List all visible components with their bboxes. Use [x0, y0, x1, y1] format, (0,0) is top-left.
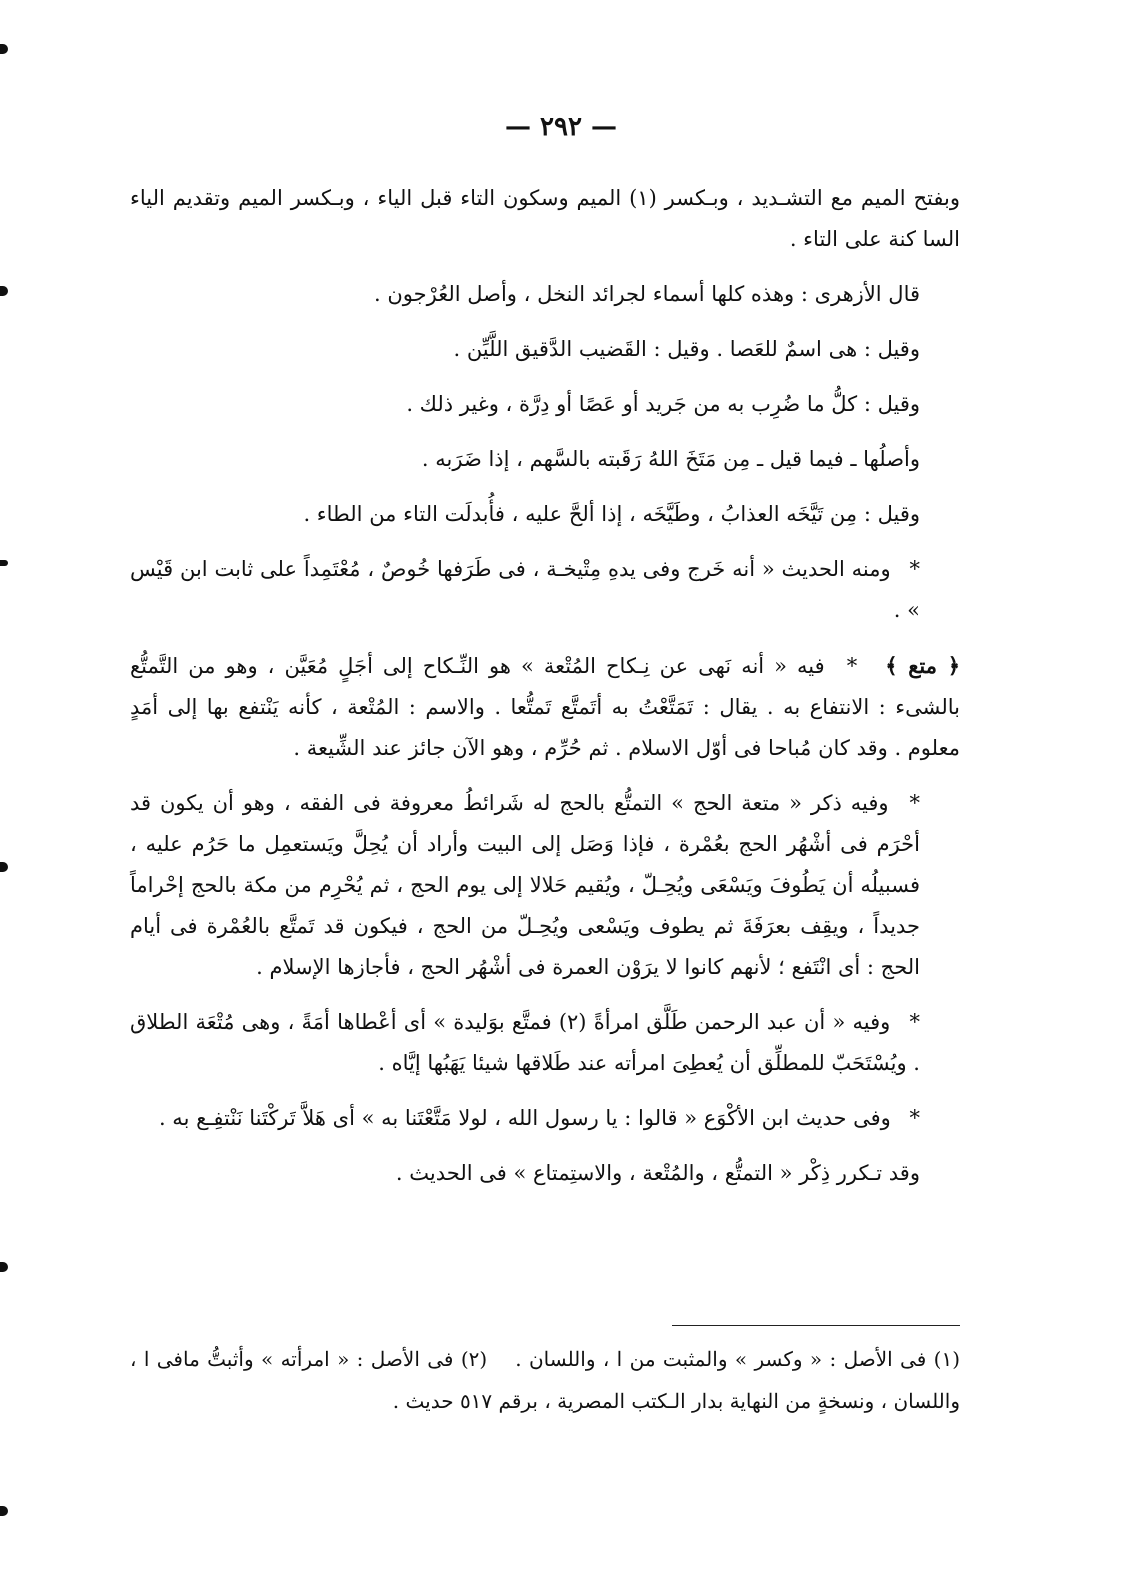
paragraph: [130, 1098, 960, 1139]
paragraph: وقيل : مِن تَيَّخَه العذابُ ، وطَيَّخَه ، إذا ألحَّ عليه ، فأُبدلَت التاء من الطاء .: [303, 502, 920, 526]
paragraph-text: وفى حديث ابن الأكْوَع « قالوا : يا رسول الله ، لولا مَتَّعْتَنا به » أى هَلاَّ تَركْتَنا نَنْتفِـع به .: [158, 1106, 891, 1130]
paragraph: وبفتح الميم مع التشـديد ، وبـكسر (١) الميم وسكون التاء قبل الياء ، وبـكسر الميم وتقديم الياء السا كنة على التاء .: [130, 186, 960, 251]
scan-edge-mark: [0, 1506, 8, 1516]
scan-edge-mark: [0, 44, 8, 54]
bullet-marker: *: [909, 557, 920, 581]
scan-edge-mark: [0, 286, 8, 296]
entry-paragraph: [130, 645, 960, 769]
paragraph: قال الأزهرى : وهذه كلها أسماء لجرائد النخل ، وأصل العُرْجون .: [374, 282, 920, 306]
footnote-line: [130, 1338, 960, 1422]
paragraph-text: وفيه ذكر « متعة الحج » التمتُّع بالحج له شَرائطُ معروفة فى الفقه ، وهو أن يكون قد أحْرَم فى أشْهُر الحج بعُمْرة ، فإذا وَصَل إلى البيت وأراد أن يُحِلَّ ويَستعمِل ما حَرُم عليه ، فسبيلُه أن يَطُوفَ ويَسْعَى ويُحِـلّ ، ويُقيم حَلالا إلى يوم الحج ، ثم يُحْرِم من مكة بالحج إحْراماً جديداً ، ويقِف بعرَفَةَ ثم يطوف ويَسْعى ويُحِـلّ من الحج ، فيكون قد تَمتَّع بالعُمْرة فى أيام الحج : أى انْتَفع ؛ لأنهم كانوا لا يرَوْن العمرة فى أشْهُر الحج ، فأجازها الإسلام .: [130, 791, 920, 979]
footnote-separator: [672, 1325, 960, 1326]
paragraph: [130, 1002, 960, 1084]
footnote-2: (٢) فى الأصل : « امرأته » وأثبتُّ مافى ا ، واللسان ، ونسخةٍ من النهاية بدار الـكتب المصرية ، برقم ٥١٧ حديث .: [130, 1347, 960, 1413]
scan-edge-mark: [0, 862, 8, 872]
scan-edge-mark: [0, 560, 8, 566]
paragraph: [130, 783, 960, 988]
footnote-1: (١) فى الأصل : « وكسر » والمثبت من ا ، واللسان .: [515, 1347, 960, 1371]
footnotes: [130, 1338, 960, 1422]
paragraph-text: وفيه « أن عبد الرحمن طَلَّق امرأةً (٢) فمتَّع بوَليدة » أى أعْطاها أمَةً ، وهى مُتْعَة الطلاق . ويُسْتَحَبّ للمطلِّق أن يُعطِىَ امرأته عند طَلاقها شيئا يَهَبُها إيَّاه .: [130, 1010, 920, 1075]
entry-headword: ﴿ متع ﴾: [885, 653, 960, 678]
main-text: [130, 178, 960, 1208]
scan-edge-mark: [0, 1262, 8, 1272]
bullet-marker: *: [909, 1010, 920, 1034]
paragraph: [130, 549, 960, 631]
paragraph: وقد تـكرر ذِكْر « التمتُّع ، والمُتْعة ، والاستِمتاع » فى الحديث .: [395, 1161, 920, 1185]
paragraph-text: فيه « أنه نَهى عن نِـكاح المُتْعة » هو النِّـكاح إلى أجَلٍ مُعَيَّن ، وهو من التَّمتُّع بالشىء : الانتفاع به . يقال : تَمَتَّعْتُ به أتَمتَّع تَمتُّعا . والاسم : المُتْعة ، كأنه يَنْتفع بها إلى أمَدٍ معلوم . وقد كان مُباحا فى أوّل الاسلام . ثم حُرِّم ، وهو الآن جائز عند الشِّيعة .: [130, 654, 960, 760]
bullet-marker: *: [909, 791, 920, 815]
paragraph: وقيل : كلُّ ما ضُرِب به من جَريد أو عَصًا أو دِرَّة ، وغير ذلك .: [406, 392, 920, 416]
page-number: — ٢٩٢ —: [504, 112, 618, 142]
paragraph: وقيل : هى اسمٌ للعَصا . وقيل : القَضيب الدَّقيق اللَّيِّن .: [453, 337, 920, 361]
bullet-marker: *: [909, 1106, 920, 1130]
paragraph-text: ومنه الحديث « أنه خَرج وفى يدهِ مِتْيخـة ، فى طَرَفها خُوصٌ ، مُعْتَمِداً على ثابت ابن قَيْس » .: [130, 557, 920, 622]
bullet-marker: *: [846, 654, 858, 678]
paragraph: وأصلُها ـ فيما قيل ـ مِن مَتَخَ اللهُ رَقَبته بالسَّهم ، إذا ضَرَبه .: [421, 447, 920, 471]
